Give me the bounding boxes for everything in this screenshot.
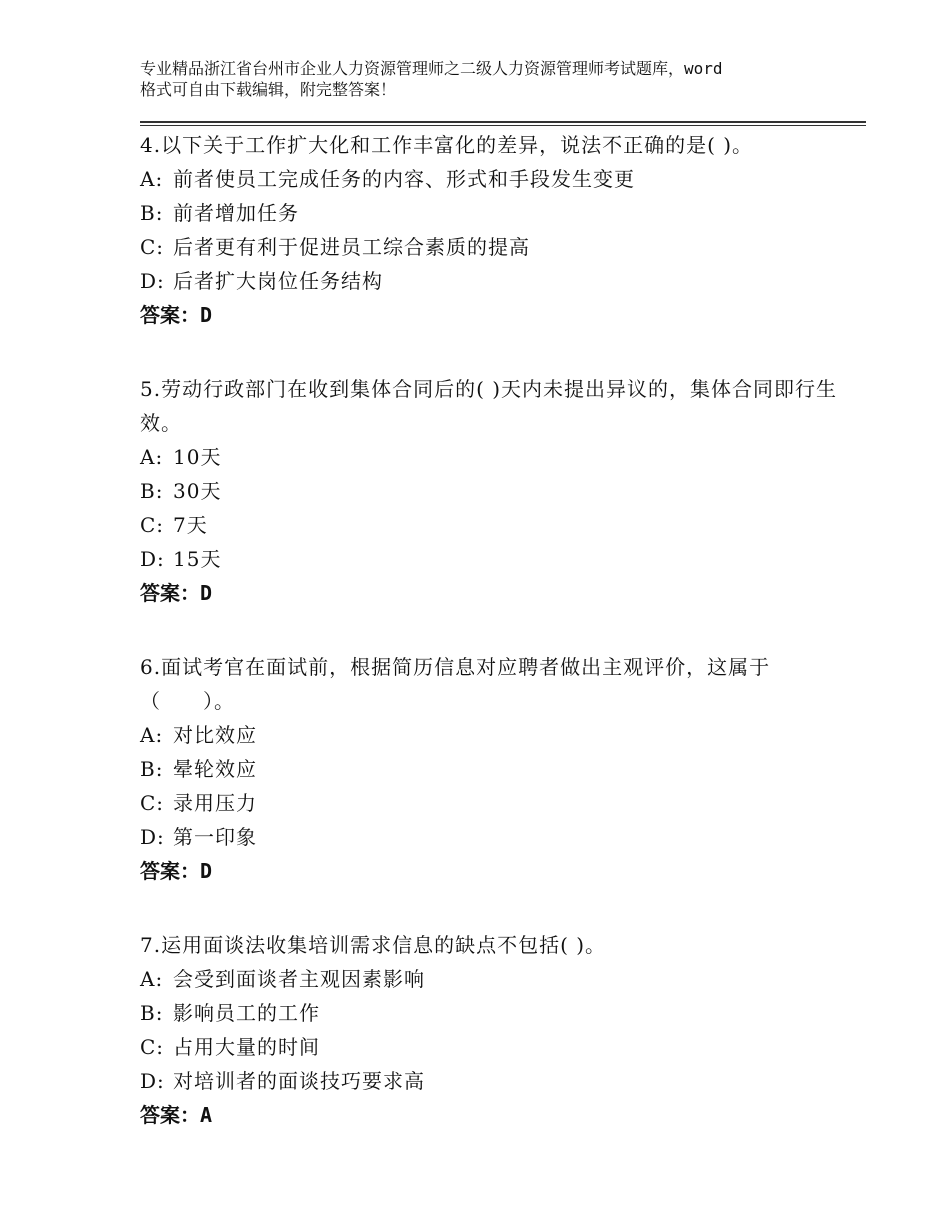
option-c (140, 786, 840, 820)
question-5 (140, 372, 840, 610)
option-d (140, 1064, 840, 1098)
option-text: 会受到面谈者主观因素影响 (173, 967, 425, 991)
option-b (140, 196, 840, 230)
option-text: 晕轮效应 (173, 757, 257, 781)
option-d (140, 542, 840, 576)
question-text: 5.劳动行政部门在收到集体合同后的( )天内未提出异议的，集体合同即行生效。 (140, 377, 838, 435)
option-letter: A: (140, 445, 164, 469)
option-letter: C: (140, 513, 165, 537)
option-letter: A: (140, 967, 164, 991)
option-letter: A: (140, 723, 164, 747)
answer-line (140, 854, 840, 888)
option-d (140, 820, 840, 854)
answer-value: D (200, 581, 213, 605)
option-a (140, 718, 840, 752)
answer-label: 答案： (140, 581, 200, 605)
option-a (140, 440, 840, 474)
option-letter: D: (140, 825, 165, 849)
answer-label: 答案： (140, 303, 200, 327)
option-text: 7天 (173, 513, 208, 537)
question-6 (140, 650, 840, 888)
answer-value: D (200, 303, 213, 327)
option-letter: B: (140, 1001, 164, 1025)
option-c (140, 230, 840, 264)
option-text: 对培训者的面谈技巧要求高 (173, 1069, 425, 1093)
option-a (140, 962, 840, 996)
option-text: 前者使员工完成任务的内容、形式和手段发生变更 (173, 167, 635, 191)
question-text: 6.面试考官在面试前，根据简历信息对应聘者做出主观评价，这属于（ ）。 (140, 655, 771, 713)
answer-label: 答案： (140, 1103, 200, 1127)
question-4 (140, 128, 840, 332)
option-letter: D: (140, 269, 165, 293)
header-line-2: 格式可自由下载编辑，附完整答案！ (140, 80, 397, 99)
option-text: 后者扩大岗位任务结构 (173, 269, 383, 293)
option-b (140, 752, 840, 786)
option-letter: B: (140, 201, 164, 225)
answer-line (140, 1098, 840, 1132)
option-letter: D: (140, 1069, 165, 1093)
option-text: 录用压力 (173, 791, 257, 815)
option-b (140, 996, 840, 1030)
option-text: 15天 (173, 547, 222, 571)
option-text: 影响员工的工作 (173, 1001, 320, 1025)
question-text: 4.以下关于工作扩大化和工作丰富化的差异，说法不正确的是( )。 (140, 133, 754, 157)
header-line-1: 专业精品浙江省台州市企业人力资源管理师之二级人力资源管理师考试题库，word (140, 59, 723, 78)
option-d (140, 264, 840, 298)
answer-line (140, 576, 840, 610)
document-header (140, 58, 840, 100)
option-c (140, 1030, 840, 1064)
question-7 (140, 928, 840, 1132)
option-letter: C: (140, 235, 165, 259)
option-text: 对比效应 (173, 723, 257, 747)
answer-value: A (200, 1103, 213, 1127)
option-a (140, 162, 840, 196)
option-text: 后者更有利于促进员工综合素质的提高 (173, 235, 530, 259)
option-text: 占用大量的时间 (173, 1035, 320, 1059)
option-c (140, 508, 840, 542)
option-letter: B: (140, 479, 164, 503)
header-divider-thin (140, 125, 866, 126)
option-text: 第一印象 (173, 825, 257, 849)
option-letter: C: (140, 791, 165, 815)
option-letter: D: (140, 547, 165, 571)
question-text: 7.运用面谈法收集培训需求信息的缺点不包括( )。 (140, 933, 607, 957)
answer-line (140, 298, 840, 332)
answer-label: 答案： (140, 859, 200, 883)
option-text: 30天 (173, 479, 222, 503)
option-letter: A: (140, 167, 164, 191)
answer-value: D (200, 859, 213, 883)
option-b (140, 474, 840, 508)
header-divider (140, 121, 866, 123)
option-text: 前者增加任务 (173, 201, 299, 225)
option-text: 10天 (173, 445, 222, 469)
option-letter: C: (140, 1035, 165, 1059)
question-list (140, 128, 840, 1172)
option-letter: B: (140, 757, 164, 781)
